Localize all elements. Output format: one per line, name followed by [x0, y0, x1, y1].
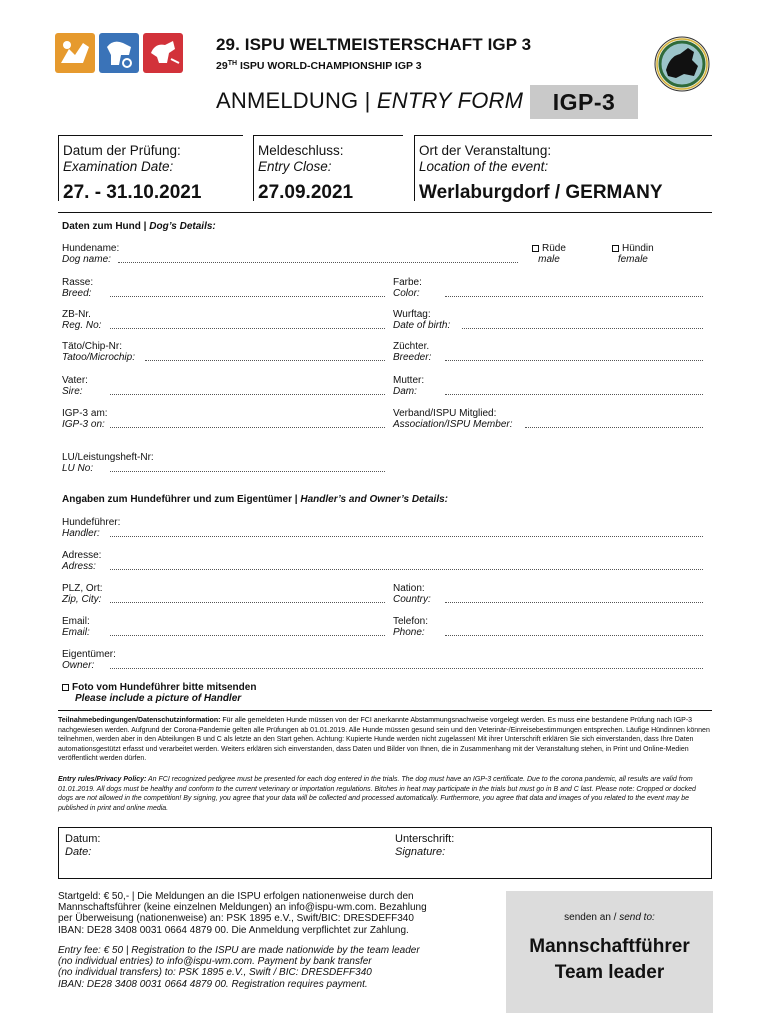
form-title: ANMELDUNG | ENTRY FORM: [216, 88, 524, 113]
signature-label[interactable]: Unterschrift: Signature:: [395, 833, 455, 858]
phone-field[interactable]: [445, 635, 703, 636]
location-box: [414, 135, 712, 201]
address-field[interactable]: [110, 569, 703, 570]
terms-en: Entry rules/Privacy Policy: An FCI recognized pedigree must be presented for each dog entered in the trials. The dog must have an IGP-3 certificate. Due to the corona pandemic, all results are valid from 01.01.2019. All dogs must be healthy and conform to the current veterinary or importation regulations. Bitches in heat may participate in the trials but must go in B and C last. Please note: Cropped or docked dogs are not allowed in the competition! By signing, you agree that your data will be collected and processed automatically. Furthermore, you agree that data and images of you related to the event may be published in print and online media.: [58, 776, 696, 812]
location-value: Werlaburgdorf / GERMANY: [419, 182, 663, 203]
color-field[interactable]: [445, 296, 703, 297]
sire-label: Vater: Sire:: [62, 375, 88, 397]
dog-name-field[interactable]: [118, 262, 518, 263]
entry-close-value: 27.09.2021: [258, 182, 354, 203]
event-title: 29. ISPU WELTMEISTERSCHAFT IGP 3: [216, 35, 532, 54]
ispu-logo-orange: [55, 33, 95, 73]
section-divider: [58, 212, 712, 213]
zip-city-label: PLZ, Ort: Zip, City:: [62, 583, 103, 605]
event-subtitle: 29TH ISPU WORLD-CHAMPIONSHIP IGP 3: [216, 60, 422, 72]
exam-date-label: Datum der Prüfung:: [63, 143, 181, 158]
section-divider: [58, 710, 712, 711]
male-checkbox[interactable]: Rüde male: [532, 243, 566, 265]
color-label: Farbe: Color:: [393, 277, 422, 299]
fee-info-en: Entry fee: € 50 | Registration to the ISPU are made nationwide by the team leader (no individual entries) to info@ispu-wm.com. Payment by bank transfer (no individual transfers) to: PSK 1895 e.V., Swift / BIC: DRESDEFF340 IBAN: DE28 3408 0031 0664 4879 00. Registration requires payment.: [58, 945, 420, 990]
send-to-box: [506, 891, 713, 1013]
entry-close-box: [253, 135, 403, 201]
chip-field[interactable]: [145, 360, 385, 361]
handler-section-title: Angaben zum Hundeführer und zum Eigentümer | Handler’s and Owner’s Details:: [62, 494, 449, 505]
dog-section-title: Daten zum Hund | Dog’s Details:: [62, 221, 216, 232]
send-to-label: senden an / send to:: [564, 912, 655, 923]
birth-date-label: Wurftag: Date of birth:: [393, 309, 451, 331]
chip-label: Täto/Chip-Nr: Tatoo/Microchip:: [62, 341, 135, 363]
birth-date-field[interactable]: [462, 328, 703, 329]
email-field[interactable]: [110, 635, 385, 636]
location-label: Ort der Veranstaltung:: [419, 143, 552, 158]
lu-field[interactable]: [110, 471, 385, 472]
team-leader-label: Mannschaftführer Team leader: [529, 936, 690, 983]
photo-checkbox[interactable]: Foto vom Hundeführer bitte mitsenden Please include a picture of Handler: [62, 682, 256, 704]
country-label: Nation: Country:: [393, 583, 431, 605]
exam-date-value: 27. - 31.10.2021: [63, 182, 202, 203]
signature-box: [58, 827, 712, 879]
ispu-logo-blue: [99, 33, 139, 73]
address-label: Adresse: Adress:: [62, 550, 102, 572]
entry-close-label-en: Entry Close:: [258, 159, 332, 174]
reg-no-label: ZB-Nr. Reg. No:: [62, 309, 102, 331]
exam-date-box: [58, 135, 243, 201]
checkbox-icon: [612, 245, 619, 252]
date-label[interactable]: Datum: Date:: [65, 833, 101, 858]
female-checkbox[interactable]: Hündin female: [612, 243, 654, 265]
checkbox-icon: [62, 684, 69, 691]
entry-close-label: Meldeschluss:: [258, 143, 344, 158]
dog-name-label: Hundename: Dog name:: [62, 243, 120, 265]
dam-label: Mutter: Dam:: [393, 375, 425, 397]
association-field[interactable]: [525, 427, 703, 428]
igp-date-field[interactable]: [110, 427, 385, 428]
email-label: Email: Email:: [62, 616, 90, 638]
zip-city-field[interactable]: [110, 602, 385, 603]
breeder-field[interactable]: [445, 360, 703, 361]
association-label: Verband/ISPU Mitglied: Association/ISPU Member:: [393, 408, 513, 430]
club-seal-icon: [654, 36, 710, 92]
handler-field[interactable]: [110, 536, 703, 537]
owner-label: Eigentümer: Owner:: [62, 649, 116, 671]
country-field[interactable]: [445, 602, 703, 603]
breeder-label: Züchter. Breeder:: [393, 341, 432, 363]
sire-field[interactable]: [110, 394, 385, 395]
fee-info-de: Startgeld: € 50,- | Die Meldungen an die ISPU erfolgen nationenweise durch den Mannschaftsführer (keine einzelnen Meldungen) an info@ispu-wm.com. Bezahlung per Überweisung (nationenweise) an: PSK 1895 e.V., Swift/BIC: DRESDEFF340 IBAN: DE28 3408 0031 0664 4879 00. Die Anmeldung verpflichtet zur Zahlung.: [58, 891, 427, 936]
phone-label: Telefon: Phone:: [393, 616, 429, 638]
breed-label: Rasse: Breed:: [62, 277, 94, 299]
ispu-logo-red: [143, 33, 183, 73]
exam-date-label-en: Examination Date:: [63, 159, 174, 174]
reg-no-field[interactable]: [110, 328, 385, 329]
igp-badge: IGP-3: [530, 85, 638, 119]
terms-de: Teilnahmebedingungen/Datenschutzinformation: Für alle gemeldeten Hunde müssen von der FCI anerkannte Abstammungsnachweise vorgelegt werden. Es muss eine bestandene Prüfung nach IGP-3 nachgewiesen werden. Aufgrund der Corona-Pandemie gelten alle Prüfungen ab 01.01.2019. Alle Hunde müssen gesund sein und den Veterinär-/Einreisebestimmungen entsprechen. Läufige Hündinnen können teilnehmen, werden aber in den Abteilungen B und C als letzte an den Start gehen. Achtung: Kupierte Hunde werden nicht zugelassen! Mit ihrer Unterschrift erklären Sie sich einverstanden, dass Ihre Daten automationsgestützt erfasst und verarbeitet werden. Weiters erklären sich einverstanden, dass Daten und Bilder von Ihnen, die in Zusammenhang mit der Veranstaltung stehen, in Print und Online-Medien veröffentlicht werden dürfen.: [58, 717, 710, 763]
dam-field[interactable]: [445, 394, 703, 395]
lu-label: LU/Leistungsheft-Nr: LU No:: [62, 452, 154, 474]
checkbox-icon: [532, 245, 539, 252]
location-label-en: Location of the event:: [419, 159, 549, 174]
handler-label: Hundeführer: Handler:: [62, 517, 121, 539]
breed-field[interactable]: [110, 296, 385, 297]
owner-field[interactable]: [110, 668, 703, 669]
igp-date-label: IGP-3 am: IGP-3 on:: [62, 408, 108, 430]
